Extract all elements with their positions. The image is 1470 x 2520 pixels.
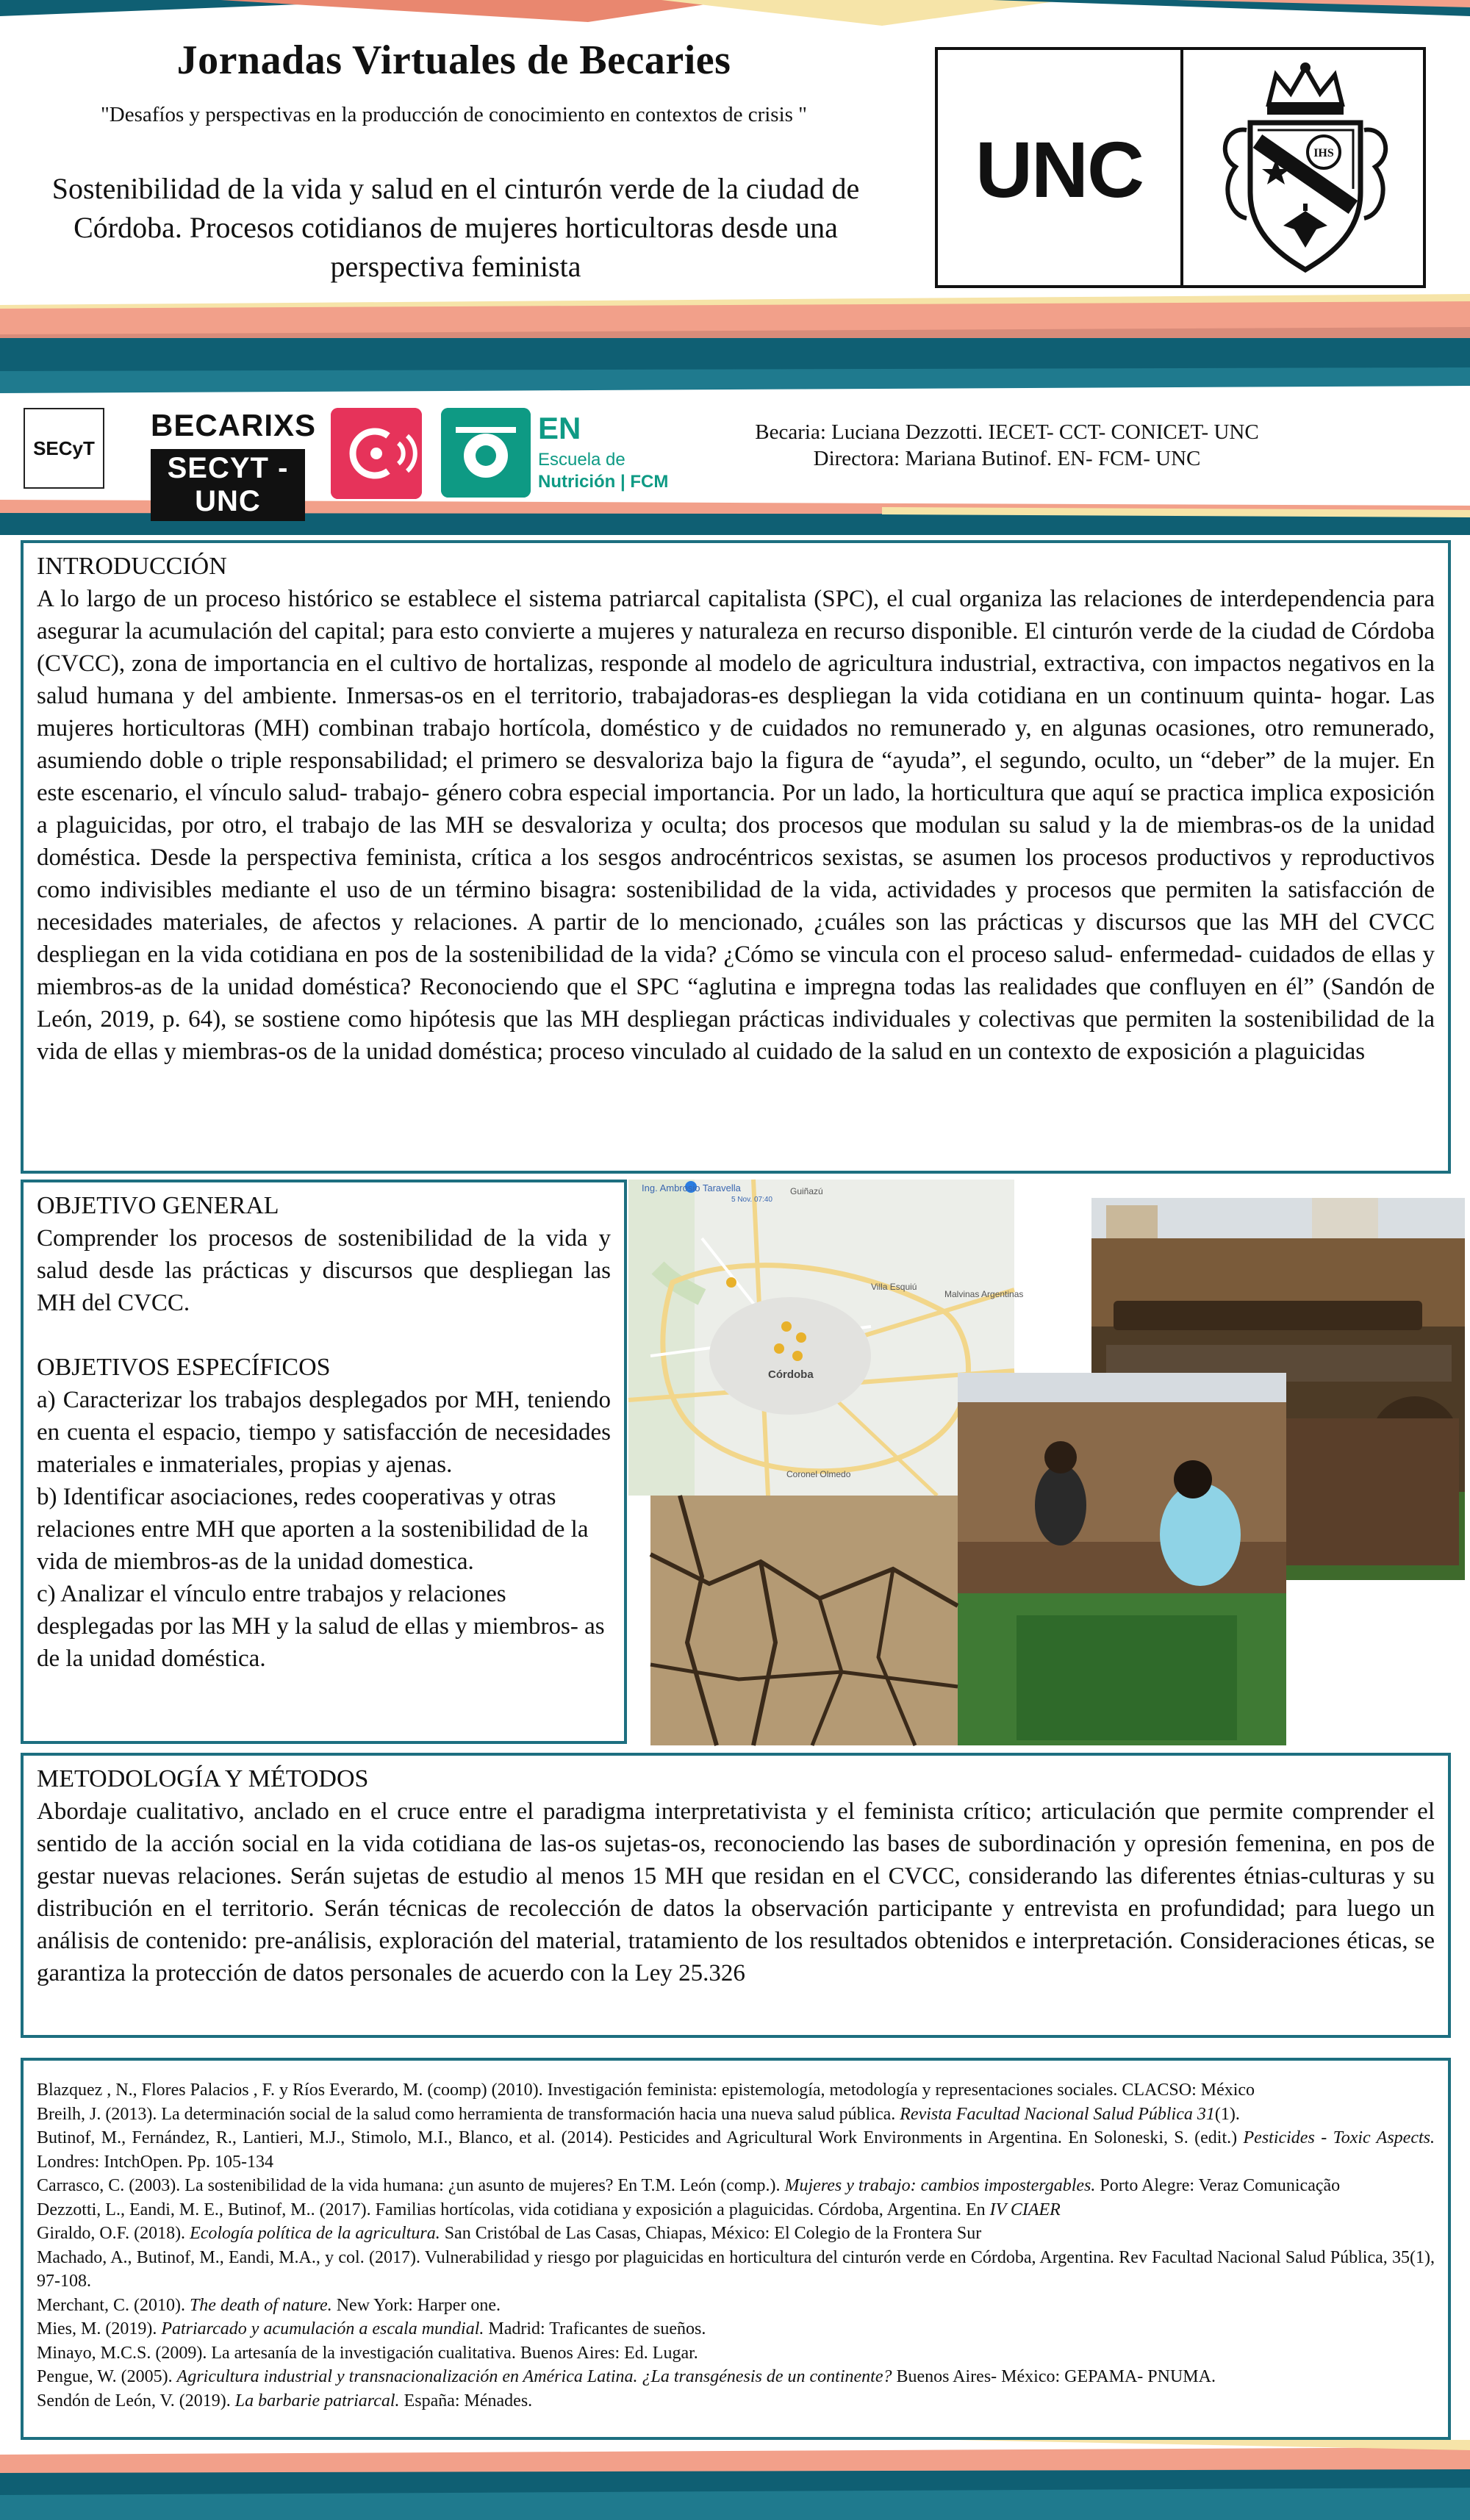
unc-logo-box (935, 47, 1426, 288)
reference-text-tail: Londres: IntchOpen. Pp. 105-134 (37, 2152, 273, 2172)
secyt-logo: SECyT (24, 408, 104, 489)
reference-italic: La barbarie patriarcal. (234, 2391, 400, 2410)
paper-title: Sostenibilidad de la vida y salud en el cinturón verde de la ciudad de Córdoba. Procesos cotidianos de mujeres horticultoras desde una perspectiva feminista (51, 172, 860, 283)
unc-crumb-logo-icon (331, 408, 422, 499)
top-decoration (0, 0, 1470, 37)
reference-text: Machado, A., Butinof, M., Eandi, M.A., y col. (2017). Vulnerabilidad y riesgo por plaguicidas en horticultura del cinturón verde en Córdoba, Argentina. Rev Facultad Nacional Salud Pública, 35(1), 97-108. (37, 2247, 1435, 2291)
map-label-malvinas: Malvinas Argentinas (944, 1289, 1024, 1299)
reference-text-tail: Porto Alegre: Veraz Comunicação (1095, 2176, 1341, 2195)
becarixs-logo (151, 408, 317, 517)
reference-italic: Ecología política de la agricultura. (190, 2224, 440, 2243)
reference-italic: Pesticides - Toxic Aspects. (1243, 2128, 1435, 2147)
objetivo-c: c) Analizar el vínculo entre trabajos y relaciones desplegadas por las MH y la salud de ellas y miembros- as de la unidad doméstica. (37, 1581, 605, 1672)
page-title: Jornadas Virtuales de Becaries (176, 37, 731, 83)
introduccion-text: A lo largo de un proceso histórico se establece el sistema patriarcal capitalista (SPC), el cual organiza las relaciones de interdependencia para asegurar la acumulación del capital; para esto convierte a mujeres y naturaleza en recurso disponible. El cinturón verde de la ciudad de Córdoba (CVCC), zona de importancia en el cultivo de hortalizas, responde al modelo de agricultura industrial, extractiva, con impactos negativos en la salud humana y del ambiente. Inmersas-os en el territorio, trabajadoras-es despliegan la vida cotidiana en un continuum quinta- hogar. Las mujeres horticultoras (MH) combinan trabajo hortícola, doméstico y de cuidados no remunerado y, en algunas ocasiones, otro remunerado, asumiendo doble o triple responsabilidad; el primero se desvaloriza bajo la figura de “ayuda”, el segundo, oculto, un “deber” de la mujer. En este escenario, el vínculo salud- trabajo- género cobra especial importancia. Por un lado, la horticultura que aquí se practica implica exposición a plaguicidas, por otro, el trabajo de las MH se desvaloriza y oculta; dos procesos que modulan su salud y la de miembras-os de la unidad doméstica. Desde la perspectiva feminista, crítica a los sesgos androcéntricos sexistas, se asumen los procesos productivos y reproductivos como indivisibles mediante el uso de un término bisagra: sostenibilidad de la vida, actividades y procesos que permiten la satisfacción de necesidades materiales, de afectos y relaciones. A partir de lo mencionado, ¿cuáles son las prácticas y discursos que las MH del CVCC despliegan en la vida cotidiana en pos de la sostenibilidad de la vida? ¿Cómo se vincula con el proceso salud- enfermedad- cuidados de ellas y miembros-as de la unidad doméstica? Reconociendo que el SPC “aglutina e impregna todas las realidades que confluyen en él” (Sandón de León, 2019, p. 64), se sostiene como hipótesis que las MH despliegan prácticas individuales y colectivas que permiten la sostenibilidad de la vida de ellas y miembras-os de la unidad doméstica; proceso vinculado al cuidado de la salud en un contexto de exposición a plaguicidas (37, 586, 1435, 1065)
reference-italic: The death of nature. (189, 2295, 332, 2315)
metodologia-box (21, 1753, 1451, 2038)
reference-italic: Agricultura industrial y transnacionalización en América Latina. ¿La transgénesis de un continente? (176, 2367, 892, 2386)
unc-crest-icon (1195, 60, 1416, 281)
crest-ihs-text: IHS (1313, 147, 1334, 159)
reference-text-tail: Madrid: Traficantes de sueños. (484, 2319, 706, 2338)
reference-text-tail: New York: Harper one. (331, 2295, 501, 2315)
map-label-villa: Villa Esquiú (871, 1282, 917, 1292)
objetivo-general-text: Comprender los procesos de sostenibilidad de la vida y salud desde las prácticas y discursos que despliegan las MH del CVCC. (37, 1225, 611, 1316)
map-image (628, 1180, 1024, 1496)
objetivo-a: a) Caracterizar los trabajos desplegados por MH, teniendo en cuenta el espacio, tiempo y satisfacción de necesidades materiales e inmateriales, propias y ajenas. (37, 1387, 611, 1478)
logo-divider (1180, 50, 1183, 285)
reference-text: Merchant, C. (2010). (37, 2295, 190, 2315)
reference-text-tail: España: Ménades. (399, 2391, 533, 2410)
reference-text: Carrasco, C. (2003). La sostenibilidad de la vida humana: ¿un asunto de mujeres? En T.M. León (comp.). (37, 2176, 785, 2195)
map-label-top: Ing. Ambrosio Taravella (642, 1182, 741, 1193)
introduccion-box (21, 540, 1451, 1174)
map-label-guinazu: Guiñazú (790, 1186, 823, 1196)
map-drawing (628, 1180, 1024, 1496)
reference-item (37, 2317, 1435, 2341)
escuela-nutricion-mark-icon (441, 408, 531, 498)
reference-item (37, 2294, 1435, 2318)
reference-text: Minayo, M.C.S. (2009). La artesanía de la investigación cualitativa. Buenos Aires: Ed. Lugar. (37, 2343, 698, 2363)
reference-italic: Revista Facultad Nacional Salud Pública 31 (900, 2104, 1215, 2124)
map-label-top2: 5 Nov. 07:40 (731, 1196, 772, 1204)
objetivos-especificos-heading: OBJETIVOS ESPECÍFICOS (37, 1354, 331, 1381)
metodologia-heading: METODOLOGÍA Y MÉTODOS (37, 1765, 369, 1792)
reference-text: Giraldo, O.F. (2018). (37, 2224, 190, 2243)
reference-italic: IV CIAER (989, 2200, 1061, 2219)
bottom-decoration (0, 2440, 1470, 2520)
dry-soil-photo (650, 1496, 958, 1745)
map-label-city: Córdoba (768, 1368, 814, 1381)
escuela-nutricion-line1: Escuela de (538, 450, 625, 470)
reference-text: Mies, M. (2019). (37, 2319, 162, 2338)
reference-item (37, 2126, 1435, 2174)
reference-text: Blazquez , N., Flores Palacios , F. y Ríos Everardo, M. (coomp) (2010). Investigación feminista: epistemología, metodología y representaciones sociales. CLACSO: México (37, 2081, 1255, 2100)
reference-item (37, 2103, 1435, 2127)
women-harvest-photo (958, 1373, 1286, 1745)
escuela-nutricion-logo (441, 408, 669, 499)
reference-text: Sendón de León, V. (2019). (37, 2391, 235, 2410)
reference-item (37, 2341, 1435, 2366)
directora-line: Directora: Mariana Butinof. EN- FCM- UNC (813, 447, 1201, 470)
metodologia-text: Abordaje cualitativo, anclado en el cruce entre el paradigma interpretativista y el feminista crítico; articulación que permite comprender el sentido de la acción social en la vida cotidiana de las-os sujetas-os, reconociendo las bases de subordinación y opresión femenina, en pos de gestar nuevas relaciones. Serán sujetas de estudio al menos 15 MH que residan en el CVCC, considerando las diferentes étnias-culturas y su distribución en el territorio. Serán técnicas de recolección de datos la observación participante y entrevista en profundidad; para luego un análisis de contenido: pre-análisis, exploración del material, tratamiento de los resultados obtenidos e interpretación. Consideraciones éticas, se garantiza la protección de datos personales de acuerdo con la Ley 25.326 (37, 1798, 1435, 1986)
reference-item (37, 2078, 1435, 2103)
header-wave-bands (0, 294, 1470, 412)
reference-text: Butinof, M., Fernández, R., Lantieri, M.J., Stimolo, M.I., Blanco, et al. (2014). Pesticides and Agricultural Work Environments in Argentina. En Soloneski, S. (edit.) (37, 2128, 1244, 2147)
reference-item (37, 2389, 1435, 2413)
map-label-coronel: Coronel Olmedo (786, 1469, 851, 1479)
reference-text: Breilh, J. (2013). La determinación social de la salud como herramienta de transformación hacia una nueva salud pública. (37, 2104, 900, 2124)
introduccion-heading: INTRODUCCIÓN (37, 553, 227, 580)
reference-text-tail: Buenos Aires- México: GEPAMA- PNUMA. (892, 2367, 1216, 2386)
reference-item (37, 2222, 1435, 2246)
becarixs-logo-top: BECARIXS (151, 408, 317, 442)
reference-text: Pengue, W. (2005). (37, 2367, 177, 2386)
reference-item (37, 2174, 1435, 2198)
references-box (21, 2058, 1451, 2440)
reference-text-tail: (1). (1214, 2104, 1240, 2124)
escuela-nutricion-line2: Nutrición | FCM (538, 472, 669, 492)
objetivo-b: b) Identificar asociaciones, redes cooperativas y otras relaciones entre MH que aporten a la sostenibilidad de la vida de miembros-as de la unidad domestica. (37, 1484, 589, 1575)
reference-text-tail: San Cristóbal de Las Casas, Chiapas, México: El Colegio de la Frontera Sur (440, 2224, 982, 2243)
reference-item (37, 2198, 1435, 2222)
reference-item (37, 2246, 1435, 2294)
becaria-line: Becaria: Luciana Dezzotti. IECET- CCT- CONICET- UNC (755, 420, 1259, 444)
reference-italic: Patriarcado y acumulación a escala mundial. (161, 2319, 484, 2338)
escuela-nutricion-subtitle (538, 449, 668, 493)
becarixs-logo-bottom: SECYT -UNC (151, 449, 305, 521)
reference-text: Dezzotti, L., Eandi, M. E., Butinof, M.. (2017). Familias hortícolas, vida cotidiana y exposición a plaguicidas. Córdoba, Argentina. En (37, 2200, 990, 2219)
escuela-nutricion-title: EN (538, 411, 581, 445)
unc-wordmark: UNC (975, 125, 1143, 214)
reference-item (37, 2365, 1435, 2389)
page-subtitle: "Desafíos y perspectivas en la producción de conocimiento en contextos de crisis " (100, 103, 808, 126)
objetivo-general-heading: OBJETIVO GENERAL (37, 1192, 279, 1219)
reference-italic: Mujeres y trabajo: cambios impostergables. (784, 2176, 1096, 2195)
objetivos-box (21, 1180, 627, 1744)
authors-block (662, 419, 1352, 472)
